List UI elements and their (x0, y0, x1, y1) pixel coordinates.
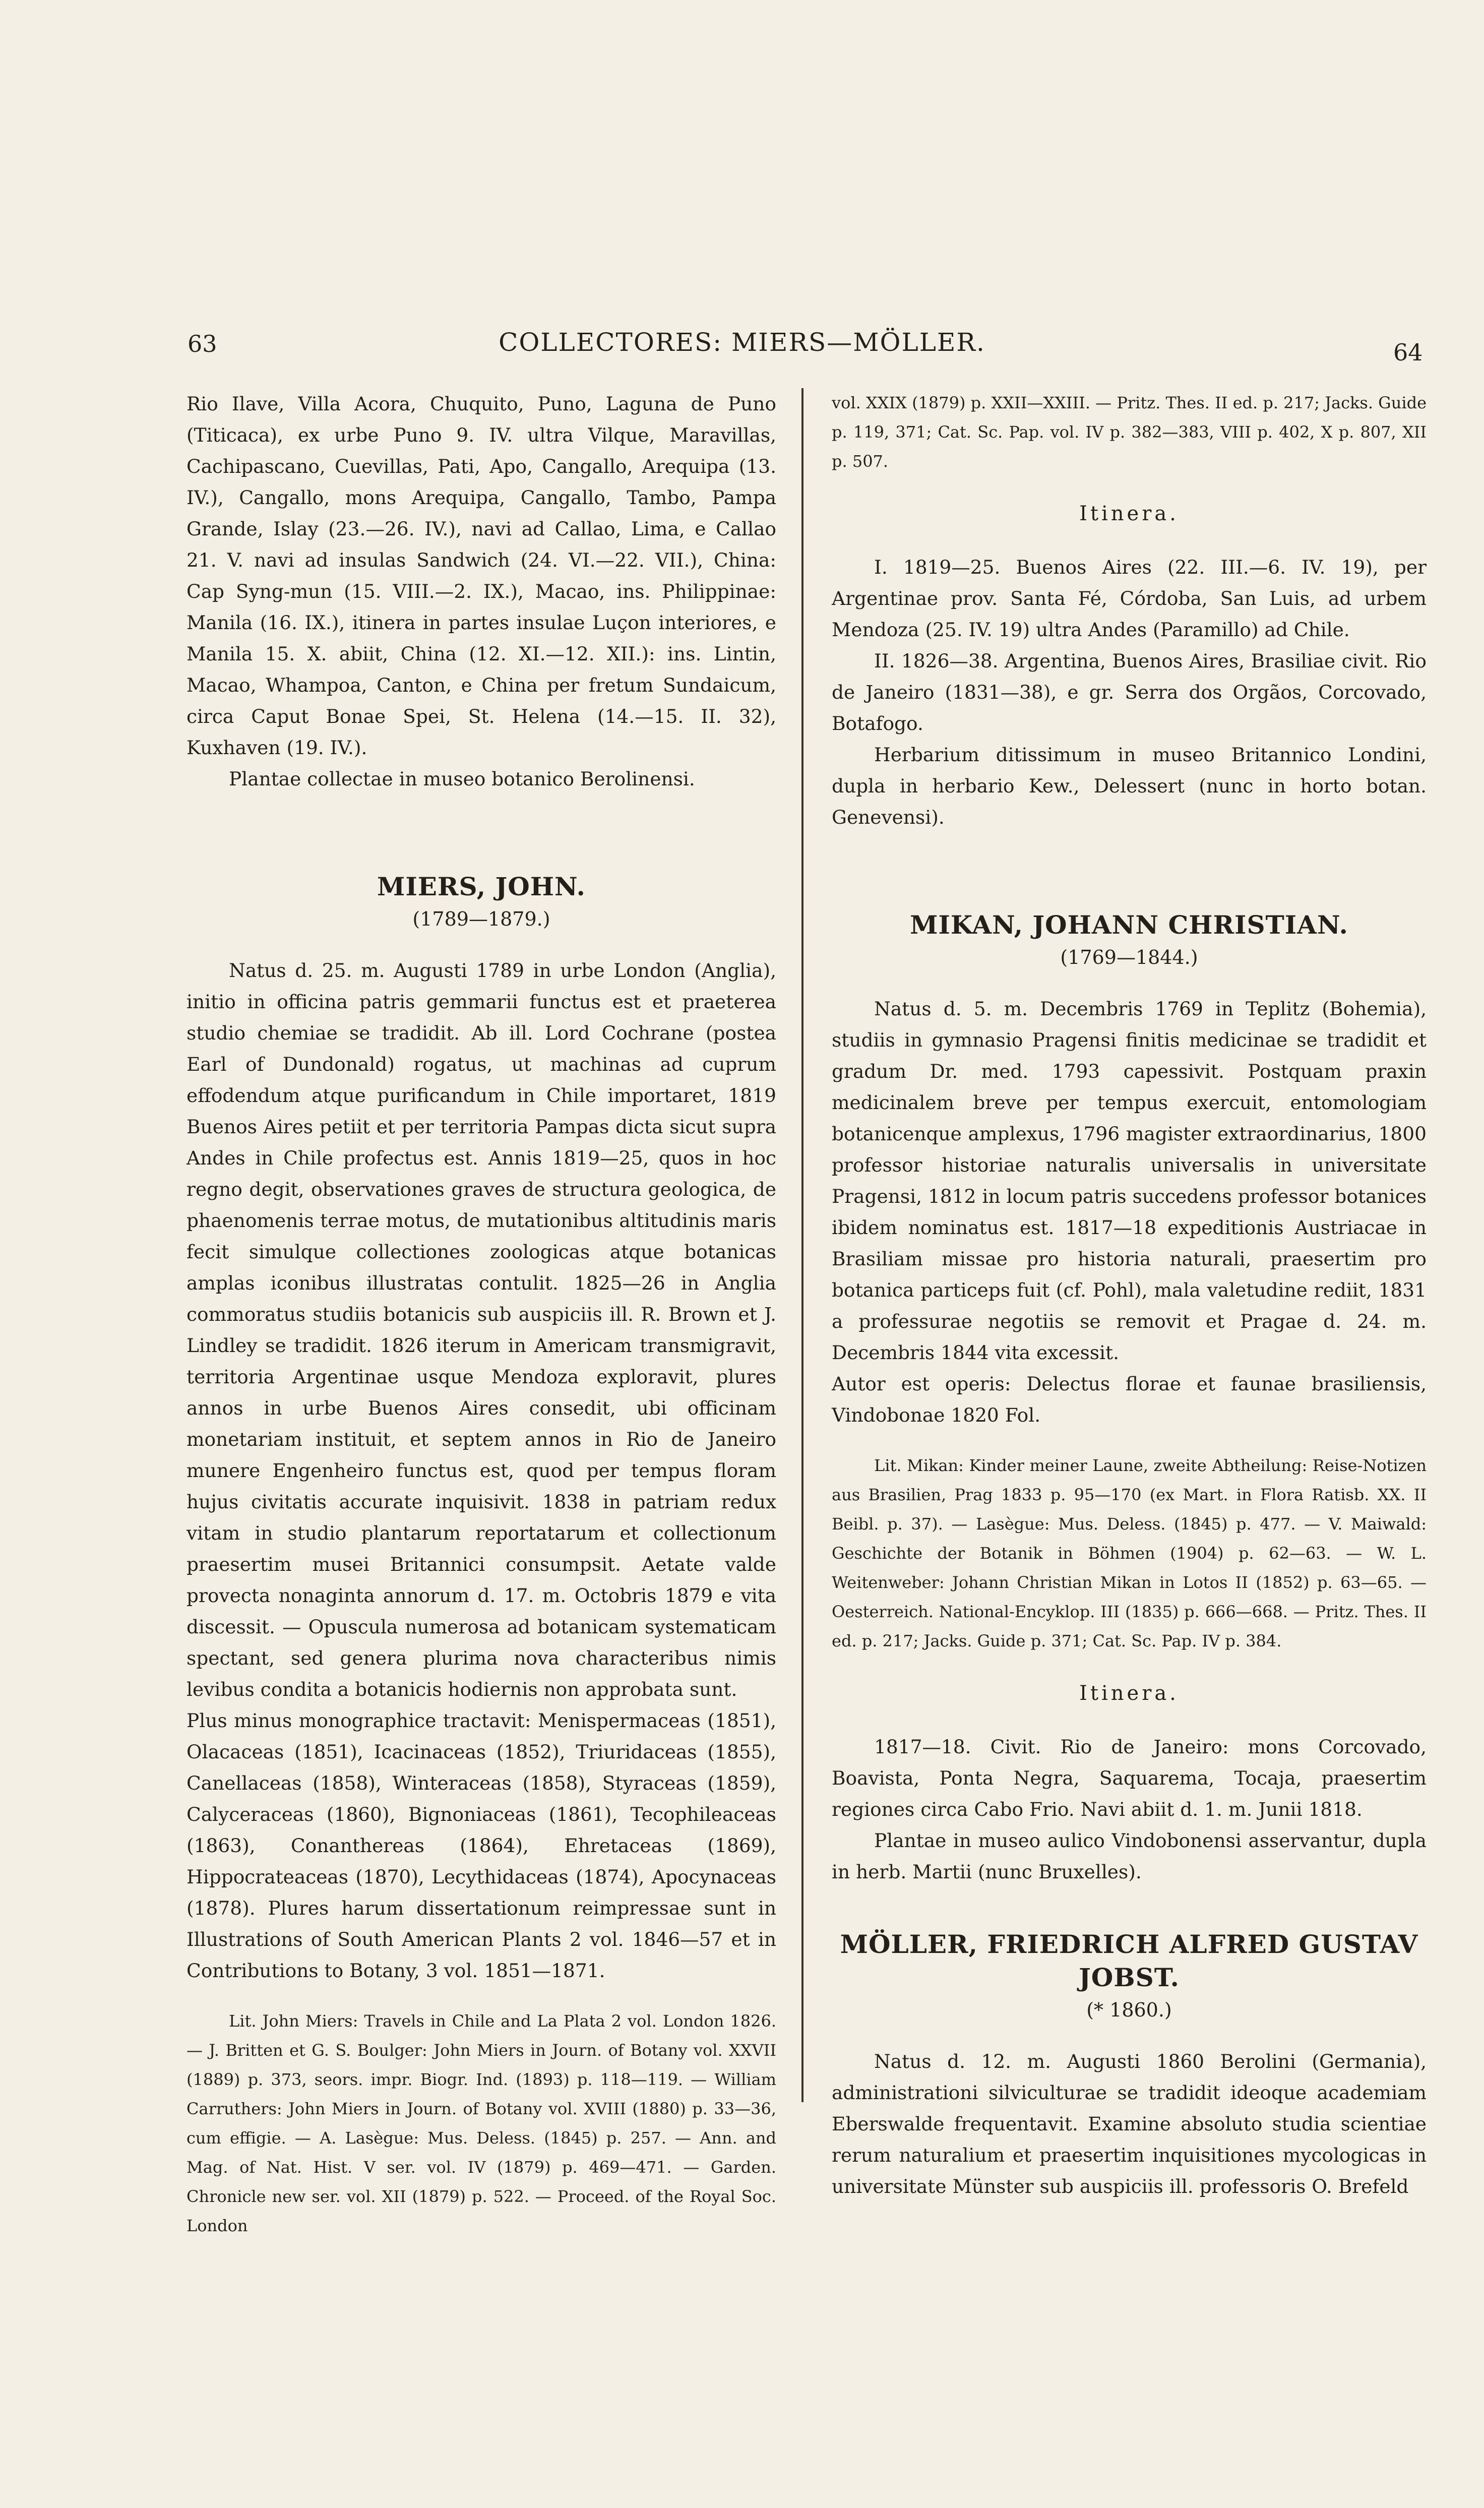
miers-biography: Natus d. 25. m. Augusti 1789 in urbe London (Anglia), initio in officina patris gemmarii functus est et praeterea studio chemiae se tradidit. Ab ill. Lord Cochrane (postea Earl of Dundonald) rogatus, ut machinas ad cuprum effodendum atque purificandum in Chile importaret, 1819 Buenos Aires petiit et per territoria Pampas dicta sicut supra Andes in Chile profectus est. Annis 1819—25, quos in hoc regno degit, observationes graves de structura geologica, de phaenomenis terrae motus, de mutationibus altitudinis maris fecit simulque collectiones zoologicas atque botanicas amplas iconibus illustratas contulit. 1825—26 in Anglia commoratus studiis botanicis sub auspiciis ill. R. Brown et J. Lindley se tradidit. 1826 iterum in Americam transmigravit, territoria Argentinae usque Mendoza exploravit, plures annos in urbe Buenos Aires consedit, ubi officinam monetariam instituit, et septem annos in Rio de Janeiro munere Engenheiro functus est, quod per tempus floram hujus civitatis accurate inquisivit. 1838 in patriam redux vitam in studio plantarum reportatarum et collectionum praesertim musei Britannici consumpsit. Aetate valde provecta nonaginta annorum d. 17. m. Octobris 1879 e vita discessit. — Opuscula numerosa ad botanicam systematicam spectant, sed genera plurima nova characteribus nimis levibus condita a botanicis hodiernis non approbata sunt. (187, 959, 776, 1700)
miers-itinera-2: II. 1826—38. Argentina, Buenos Aires, Brasiliae civit. Rio de Janeiro (1831—38), e gr. Serra dos Orgãos, Corcovado, Botafogo. (832, 650, 1427, 735)
running-title: COLLECTORES: MIERS—MÖLLER. (499, 328, 985, 357)
left-column (187, 388, 776, 2240)
miers-literature-continuation: vol. XXIX (1879) p. XXII—XXIII. — Pritz. Thes. II ed. p. 217; Jacks. Guide p. 119, 371; Cat. Sc. Pap. vol. IV p. 382—383, VIII p. 402, X p. 807, XII p. 507. (832, 393, 1427, 471)
moller-heading: MÖLLER, FRIEDRICH ALFRED GUSTAV JOBST. (840, 1929, 1418, 1992)
mikan-works: Autor est operis: Delectus florae et faunae brasiliensis, Vindobonae 1820 Fol. (832, 1373, 1427, 1426)
moller-biography: Natus d. 12. m. Augusti 1860 Berolini (Germania), administrationi silviculturae se tradidit ideoque academiam Eberswalde frequentavit. Examine absoluto studia scientiae rerum naturalium et praesertim inquisitiones mycologicas in universitate Münster sub auspiciis ill. professoris O. Brefeld (832, 2050, 1427, 2197)
miers-itinera-1: I. 1819—25. Buenos Aires (22. III.—6. IV. 19), per Argentinae prov. Santa Fé, Córdoba, San Luis, ad urbem Mendoza (25. IV. 19) ultra Andes (Paramillo) ad Chile. (832, 556, 1427, 641)
entry-continuation: Rio Ilave, Villa Acora, Chuquito, Puno, Laguna de Puno (Titicaca), ex urbe Puno 9. IV. ultra Vilque, Maravillas, Cachipascano, Cuevillas, Pati, Apo, Cangallo, Arequipa (13. IV.), Cangallo, mons Arequipa, Cangallo, Tambo, Pampa Grande, Islay (23.—26. IV.), navi ad Callao, Lima, e Callao 21. V. navi ad insulas Sandwich (24. VI.—22. VII.), China: Cap Syng-mun (15. VIII.—2. IX.), Macao, ins. Philippinae: Manila (16. IX.), itinera in partes insulae Luçon interiores, e Manila 15. X. abiit, China (12. XI.—12. XII.): ins. Lintin, Macao, Whampoa, Canton, e China per fretum Sundaicum, circa Caput Bonae Spei, St. Helena (14.—15. II. 32), Kuxhaven (19. IV.). (187, 393, 776, 759)
mikan-heading: MIKAN, JOHANN CHRISTIAN. (910, 910, 1348, 940)
miers-itinera-label: Itinera. (1079, 502, 1179, 525)
mikan-biography: Natus d. 5. m. Decembris 1769 in Teplitz (Bohemia), studiis in gymnasio Pragensi finitis medicinae se tradidit et gradum Dr. med. 1793 capessivit. Postquam praxin medicinalem breve per tempus exercuit, entomologiam botanicenque amplexus, 1796 magister extraordinarius, 1800 professor historiae naturalis universalis in universitate Pragensi, 1812 in locum patris succedens professor botanices ibidem nominatus est. 1817—18 expeditionis Austriacae in Brasiliam missae pro historia naturali, praesertim pro botanica particeps fuit (cf. Pohl), mala valetudine rediit, 1831 a professurae negotiis se removit et Pragae d. 24. m. Decembris 1844 vita excessit. (832, 998, 1427, 1364)
moller-dates: (* 1860.) (1086, 1999, 1172, 2021)
mikan-herbarium: Plantae in museo aulico Vindobonensi asservantur, dupla in herb. Martii (nunc Bruxelles). (832, 1829, 1427, 1883)
right-column (832, 388, 1427, 2202)
miers-dates: (1789—1879.) (412, 908, 550, 930)
column-divider (801, 388, 803, 2102)
miers-literature: Lit. John Miers: Travels in Chile and La Plata 2 vol. London 1826. — J. Britten et G. S. Boulger: John Miers in Journ. of Botany vol. XXVII (1889) p. 373, seors. impr. Biogr. Ind. (1893) p. 118—119. — William Carruthers: John Miers in Journ. of Botany vol. XVIII (1880) p. 33—36, cum effigie. — A. Lasègue: Mus. Deless. (1845) p. 257. — Ann. and Mag. of Nat. Hist. V ser. vol. IV (1879) p. 469—471. — Garden. Chronicle new ser. vol. XII (1879) p. 522. — Proceed. of the Royal Soc. London (187, 2011, 776, 2235)
mikan-literature: Lit. Mikan: Kinder meiner Laune, zweite Abtheilung: Reise-Notizen aus Brasilien, Prag 1833 p. 95—170 (ex Mart. in Flora Ratisb. XX. II Beibl. p. 37). — Lasègue: Mus. Deless. (1845) p. 477. — V. Maiwald: Geschichte der Botanik in Böhmen (1904) p. 62—63. — W. L. Weitenweber: Johann Christian Mikan in Lotos II (1852) p. 63—65. — Oesterreich. National-Encyklop. III (1835) p. 666—668. — Pritz. Thes. II ed. p. 217; Jacks. Guide p. 371; Cat. Sc. Pap. IV p. 384. (832, 1456, 1427, 1650)
miers-monographs: Plus minus monographice tractavit: Menispermaceas (1851), Olacaceas (1851), Icacinaceas (1852), Triuridaceas (1855), Canellaceas (1858), Winteraceas (1858), Styraceas (1859), Calyceraceas (1860), Bignoniaceas (1861), Tecophileaceas (1863), Conanthereas (1864), Ehretaceas (1869), Hippocrateaceas (1870), Lecythidaceas (1874), Apocynaceas (1878). Plures harum dissertationum reimpressae sunt in Illustrations of South American Plants 2 vol. 1846—57 et in Contributions to Botany, 3 vol. 1851—1871. (187, 1709, 776, 1982)
mikan-itinera: 1817—18. Civit. Rio de Janeiro: mons Corcovado, Boavista, Ponta Negra, Saquarema, Tocaja, praesertim regiones circa Cabo Frio. Navi abiit d. 1. m. Junii 1818. (832, 1736, 1427, 1820)
entry-continuation-note: Plantae collectae in museo botanico Berolinensi. (229, 768, 695, 790)
right-page-number: 64 (1393, 339, 1423, 366)
left-page-number: 63 (188, 330, 217, 357)
mikan-dates: (1769—1844.) (1060, 946, 1198, 968)
mikan-itinera-label: Itinera. (1079, 1682, 1179, 1705)
miers-herbarium: Herbarium ditissimum in museo Britannico Londini, dupla in herbario Kew., Delessert (nunc in horto botan. Genevensi). (832, 744, 1427, 828)
miers-heading: MIERS, JOHN. (377, 872, 586, 901)
